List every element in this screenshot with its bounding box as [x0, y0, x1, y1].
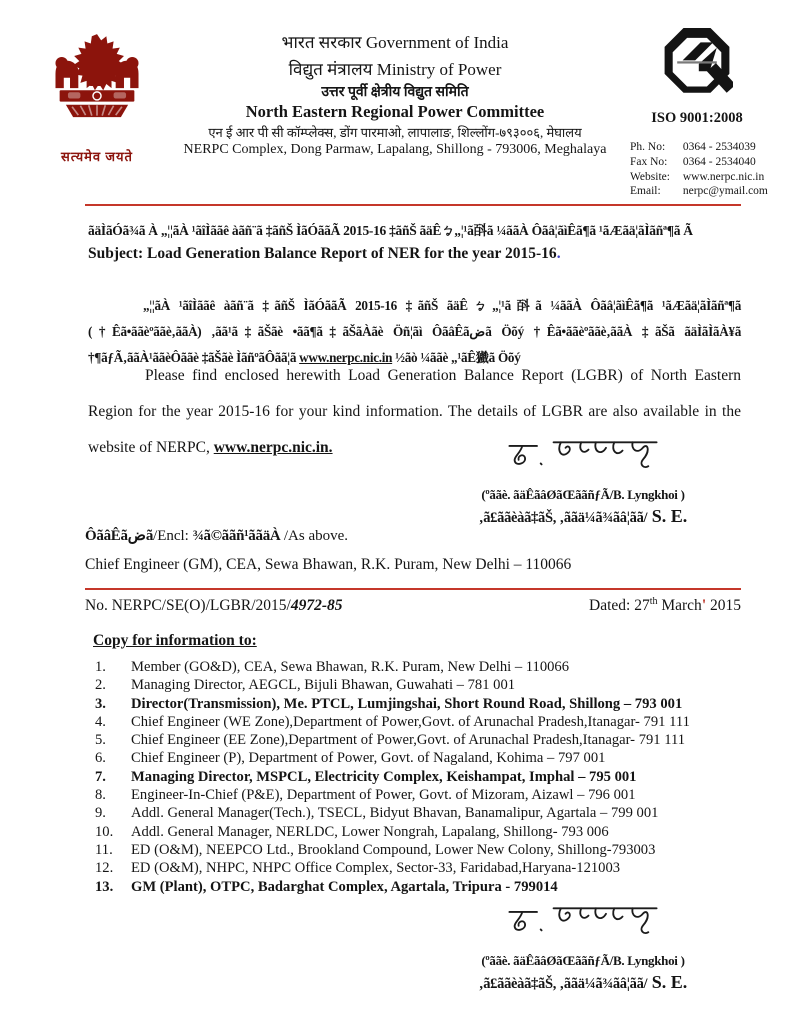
list-item: Member (GO&D), CEA, Sewa Bhawan, R.K. Puram, New Delhi – 110066 — [131, 659, 570, 675]
signature-block-bottom — [428, 900, 738, 993]
date-year: 2015 — [706, 597, 741, 614]
handwritten-signature-icon — [498, 467, 668, 484]
addressee-line: Chief Engineer (GM), CEA, Sewa Bhawan, R.K. Puram, New Delhi – 110066 — [85, 556, 572, 573]
signatory-name: (ºããè. ãäÊãâØãŒããñƒÃ/B. Lyngkhoi ) — [481, 487, 685, 502]
designation-hindi: ‚ã£ããèàã‡ãŠ, ‚ããä¼ã¾ãâ¦ãã/ — [478, 510, 648, 526]
header-divider-rule — [85, 204, 741, 206]
list-item: Engineer-In-Chief (P&E), Department of Power, Govt. of Mizoram, Aizawl – 796 001 — [131, 787, 636, 804]
list-item: ED (O&M), NEEPCO Ltd., Brookland Compound, Lower New Colony, Shillong-793003 — [131, 841, 656, 858]
encl-hindi-1: ÔãâÊãضã — [85, 528, 154, 544]
website-label: Website: — [630, 170, 670, 183]
list-item: GM (Plant), OTPC, Badarghat Complex, Agartala, Tripura - 799014 — [131, 878, 558, 895]
phone-row — [630, 140, 790, 155]
phone-value: 0364 - 2534039 — [682, 141, 756, 153]
list-item: Chief Engineer (EE Zone),Department of Power,Govt. of Arunachal Pradesh,Itanagar- 791 111 — [131, 732, 686, 749]
signatory-designation — [428, 972, 738, 993]
ministry-of-power-line: विद्युत मंत्रालय Ministry of Power — [288, 60, 502, 79]
list-item: Chief Engineer (WE Zone),Department of Power,Govt. of Arunachal Pradesh,Itanagar- 791 111 — [131, 713, 690, 730]
copy-recipient-list — [93, 658, 753, 896]
letter-number-serial: 4972-85 — [290, 597, 343, 614]
nerpc-website-link-hindi[interactable]: www.nerpc.nic.in — [299, 350, 393, 365]
date-day: Dated: 27 — [589, 597, 650, 614]
email-label: Email: — [630, 185, 661, 198]
address-hindi: एन ई आर पी सी कॉम्प्लेक्स, डोंग पारमाओ, लापालाङ, शिल्लोंग-७९३००६, मेघालय — [208, 124, 582, 140]
iso-quality-icon — [661, 89, 733, 106]
date-apostrophe: ' — [701, 597, 707, 614]
letter-number — [85, 597, 343, 615]
iso-block — [632, 26, 762, 127]
address-english: NERPC Complex, Dong Parmaw, Lapalang, Shillong - 793006, Meghalaya — [183, 141, 607, 157]
subject-line-hindi: ãäÌãÓã¾ã À „¦¦ãÀ ¹ãîÌããê àãñ¨ã ‡ãñŠ ÌãÓããÃ 2015-16 ‡ãñŠ ãäÊㆠ„¦¹ã㪶ã ¼ããÀ Ôãâ¦ãìÊã¶ã ¹ãÆãä¦ãÌãñª¶ã Ã — [88, 223, 693, 238]
date-month: March — [657, 597, 702, 614]
email-row — [630, 184, 790, 199]
committee-name-hindi: उत्तर पूर्वी क्षेत्रीय विद्युत समिति — [321, 85, 469, 100]
hindi-para-segment-1: „¦¦ãÀ ¹ãîÌããê àãñ¨ã ‡ãñŠ ÌãÓããÃ 2015-16 ‡ãñŠ ãäÊㆠ„¦¹ã㪶ã ¼ããÀ Ôãâ¦ãìÊã¶ã ¹ãÆãä¦ãÌãñª¶ã (†Êã•ããèºããè‚ããÀ) ‚ãã¹ã‡ãŠãè •ãã¶ã‡ãŠãÀãè Öñ¦ãì ÔãâÊãضã Öõý †Êã•ããèºããè‚ããÀ ‡ãŠã ãäÌãÌãÀ¥ã †¶ãƒÃ‚ããÀ¹ããèÔããè ‡ãŠãè ÌãñºãÔãã¦ã — [88, 298, 742, 365]
committee-name-english: North Eastern Regional Power Committee — [245, 102, 545, 121]
list-item: Addl. General Manager(Tech.), TSECL, Bidyut Bhavan, Banamalipur, Agartala – 799 001 — [131, 805, 659, 822]
fax-label: Fax No: — [630, 155, 668, 168]
email-value: nerpc@ymail.com — [682, 185, 768, 198]
contact-block — [630, 140, 790, 199]
emblem-motto: सत्यमेव जयते — [61, 149, 133, 164]
enclosure-line — [85, 526, 348, 545]
subject-line-english — [88, 245, 738, 263]
emblem-of-india-icon — [45, 127, 149, 144]
iso-certification-label: ISO 9001:2008 — [651, 110, 743, 126]
encl-label-2: /As above. — [283, 528, 349, 544]
website-value: www.nerpc.nic.in — [682, 170, 765, 183]
website-row — [630, 170, 790, 185]
copy-for-information-heading: Copy for information to: — [93, 632, 257, 649]
fax-value: 0364 - 2534040 — [682, 155, 756, 168]
english-para-segment-1: Please find enclosed herewith Load Generation Balance Report (LGBR) of North Eastern Region for the year 2015-16 for your kind information. The details of LGBR are also available in the website of NERPC, — [88, 367, 741, 456]
list-item: Managing Director, MSPCL, Electricity Complex, Keishampat, Imphal – 795 001 — [131, 768, 637, 785]
designation-english: S. E. — [647, 506, 688, 526]
encl-label-1: /Encl: — [153, 528, 193, 544]
nerpc-website-link-english[interactable]: www.nerpc.nic.in. — [213, 439, 333, 456]
hindi-para-segment-2: ½ãò ¼ããè „¹ãÊ㺣ã Öõý — [392, 350, 521, 365]
subject-period: . — [556, 245, 561, 262]
designation-english: S. E. — [647, 972, 688, 992]
list-item: Chief Engineer (P), Department of Power, Govt. of Nagaland, Kohima – 797 001 — [131, 750, 606, 767]
letter-number-prefix: No. NERPC/SE(O)/LGBR/2015/ — [85, 597, 291, 614]
emblem-block — [38, 30, 156, 165]
signatory-designation — [428, 506, 738, 527]
signature-block-top — [428, 434, 738, 527]
designation-hindi: ‚ã£ããèàã‡ãŠ, ‚ããä¼ã¾ãâ¦ãã/ — [478, 976, 648, 992]
fax-row — [630, 155, 790, 170]
list-item: Director(Transmission), Me. PTCL, Lumjingshai, Short Round Road, Shillong – 793 001 — [131, 695, 683, 712]
encl-hindi-2: ¾ã©ããñ¹ããäÀ — [192, 528, 284, 544]
letter-date — [589, 597, 741, 615]
govt-of-india-line: भारत सरकार Government of India — [281, 33, 509, 52]
letterhead-center — [160, 34, 630, 157]
reference-divider-rule — [85, 588, 741, 590]
handwritten-signature-icon — [498, 933, 668, 950]
reference-row — [85, 597, 741, 615]
date-ordinal: th — [649, 595, 658, 607]
subject-text: Subject: Load Generation Balance Report of NER for the year 2015-16 — [88, 245, 557, 262]
list-item: Addl. General Manager, NERLDC, Lower Nongrah, Lapalang, Shillong- 793 006 — [131, 823, 609, 840]
list-item: ED (O&M), NHPC, NHPC Office Complex, Sector-33, Faridabad,Haryana-121003 — [131, 860, 621, 877]
signatory-name: (ºããè. ãäÊãâØãŒããñƒÃ/B. Lyngkhoi ) — [481, 953, 685, 968]
list-item: Managing Director, AEGCL, Bijuli Bhawan, Guwahati – 781 001 — [131, 677, 516, 694]
phone-label: Ph. No: — [630, 141, 666, 153]
